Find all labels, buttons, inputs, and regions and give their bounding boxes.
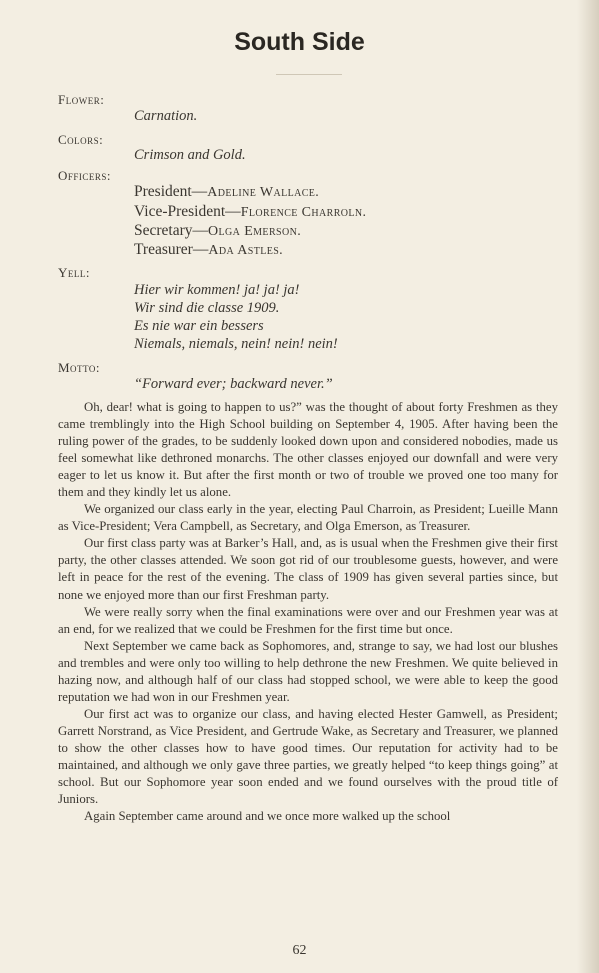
yell-line: Niemals, niemals, nein! nein! nein! [134,336,338,352]
page-edge-shadow [577,0,599,973]
yell-label: Yell: [58,265,90,280]
paragraph: Our first act was to organize our class, and having elected Hester Gamwell, as President; Garrett Norstrand, as Vice President, and Gertrude Wake, as Secretary and Treasurer, we planned to show the other classes how to have good times. Our reputation for activity had to be maintained, and although we only gave three parties, we greatly helped “to keep things going” at school. But our Sophomore year soon ended and we found ourselves with the proud title of Juniors. [58,706,558,807]
motto-value: “Forward ever; backward never.” [134,376,333,392]
officer-secretary [134,222,301,240]
colors-value: Crimson and Gold. [134,147,246,163]
officer-role: Vice-President— [134,203,241,220]
officer-role: President— [134,183,208,200]
class-history-text [58,399,558,825]
officer-name: Olga Emerson. [208,224,302,239]
flower-value: Carnation. [134,108,198,124]
officers-label: Officers: [58,168,112,183]
paragraph: Next September we came back as Sophomores, and, strange to say, we had lost our blushes and trembles and were only too willing to help dethrone the new Freshmen. We quite believed in hazing now, and although half of our class had stopped school, we were able to keep the good reputation we had won in our Freshmen year. [58,638,558,704]
officer-name: Florence Charroln. [240,205,367,220]
paragraph: Oh, dear! what is going to happen to us?” was the thought of about forty Freshmen as they came tremblingly into the High School building on September 4, 1905. After having been the ruling power of the grades, to be suddenly looked down upon and considered nobodies, made us feel somewhat like dethroned monarchs. The other classes enjoyed our downfall and were very eager to let us know it. But after the first month or two of trouble we proved one too many for them and they kindly let us alone. [58,400,558,500]
officer-role: Treasurer— [134,241,209,258]
officer-president [134,183,319,201]
paragraph: Again September came around and we once more walked up the school [84,809,451,824]
officer-name: Ada Astles. [208,243,284,258]
yell-line: Hier wir kommen! ja! ja! ja! [134,282,300,298]
title-divider [276,74,342,75]
colors-label: Colors: [58,132,104,147]
page-number: 62 [292,943,307,958]
officer-role: Secretary— [134,222,209,239]
paragraph: Our first class party was at Barker’s Hall, and, as is usual when the Freshmen give their first party, the other classes attended. We soon got rid of our troublesome guests, however, and were left in peace for the rest of the evening. The class of 1909 has given several parties since, but none we enjoyed more than our first Freshman party. [58,536,558,602]
officer-name: Adeline Wallace. [207,185,320,200]
page-title: South Side [234,28,365,56]
flower-label: Flower: [58,92,105,107]
yell-line: Wir sind die classe 1909. [134,300,280,316]
yell-line: Es nie war ein bessers [134,318,264,334]
officer-treasurer [134,241,283,259]
paragraph: We organized our class early in the year, electing Paul Charroin, as President; Lueille Mann as Vice-President; Vera Campbell, as Secretary, and Olga Emerson, as Treasurer. [58,502,558,534]
paragraph: We were really sorry when the final examinations were over and our Freshmen year was at an end, for we realized that we could be Freshmen for the first time but once. [58,604,558,636]
officer-vice-president [134,203,366,221]
motto-label: Motto: [58,360,101,375]
